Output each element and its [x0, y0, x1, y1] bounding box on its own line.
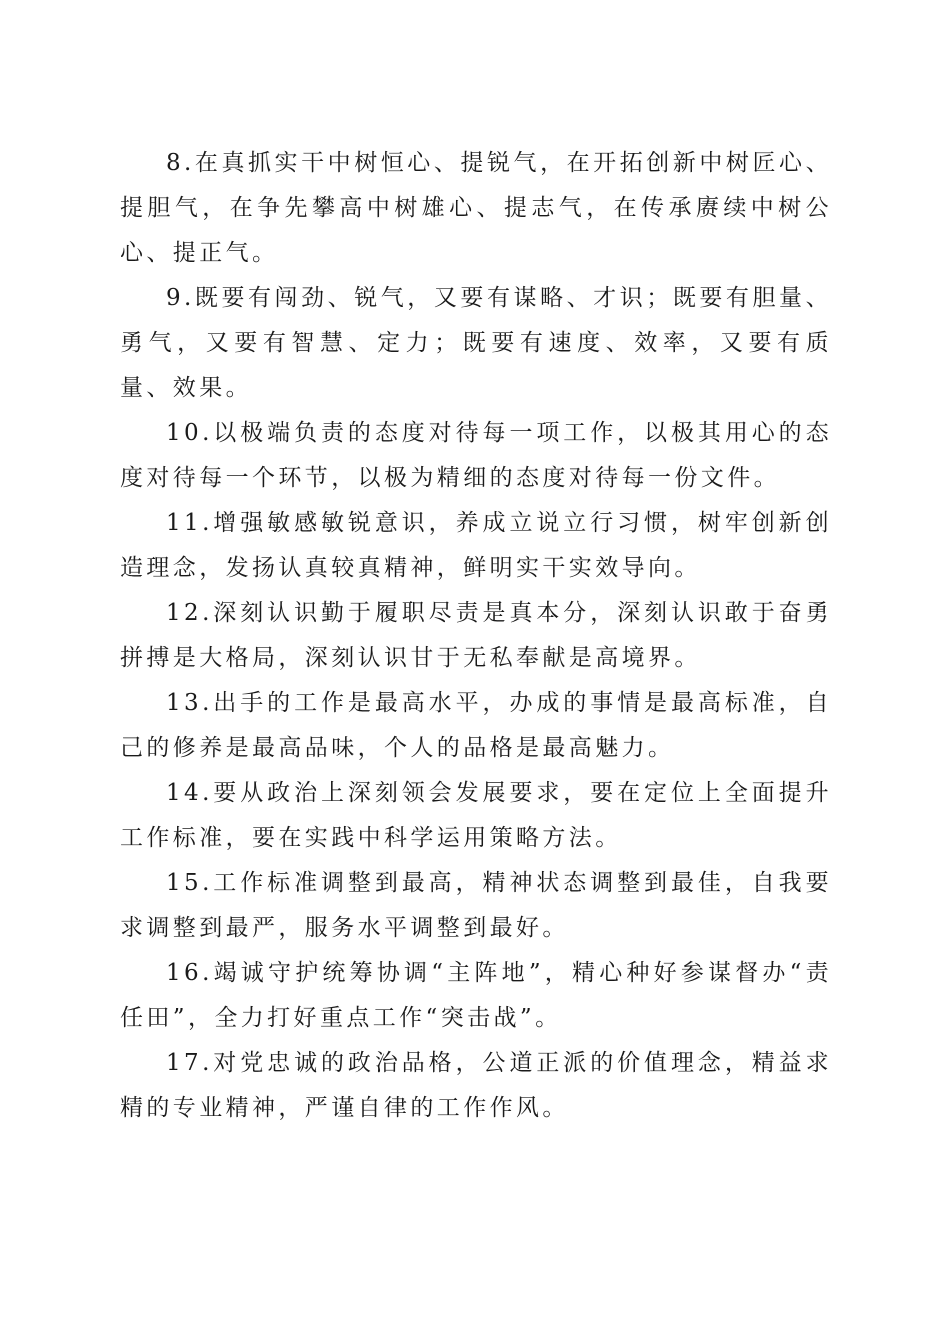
paragraph-16: 16.竭诚守护统筹协调“主阵地”，精心种好参谋督办“责任田”，全力打好重点工作“突击战”。	[120, 960, 832, 1031]
paragraph-12: 12.深刻认识勤于履职尽责是真本分，深刻认识敢于奋勇拼搏是大格局，深刻认识甘于无私奉献是高境界。	[120, 600, 832, 671]
document-body	[120, 141, 832, 1131]
paragraph-15: 15.工作标准调整到最高，精神状态调整到最佳，自我要求调整到最严，服务水平调整到最好。	[120, 870, 832, 941]
paragraph-11: 11.增强敏感敏锐意识，养成立说立行习惯，树牢创新创造理念，发扬认真较真精神，鲜明实干实效导向。	[120, 510, 832, 581]
paragraph-8: 8.在真抓实干中树恒心、提锐气，在开拓创新中树匠心、提胆气，在争先攀高中树雄心、提志气，在传承赓续中树公心、提正气。	[120, 150, 832, 266]
paragraph-10: 10.以极端负责的态度对待每一项工作，以极其用心的态度对待每一个环节，以极为精细的态度对待每一份文件。	[120, 420, 832, 491]
paragraph-17: 17.对党忠诚的政治品格，公道正派的价值理念，精益求精的专业精神，严谨自律的工作作风。	[120, 1050, 832, 1121]
paragraph-13: 13.出手的工作是最高水平，办成的事情是最高标准，自己的修养是最高品味，个人的品格是最高魅力。	[120, 690, 832, 761]
paragraph-14: 14.要从政治上深刻领会发展要求，要在定位上全面提升工作标准，要在实践中科学运用策略方法。	[120, 780, 832, 851]
paragraph-9: 9.既要有闯劲、锐气，又要有谋略、才识；既要有胆量、勇气，又要有智慧、定力；既要有速度、效率，又要有质量、效果。	[120, 285, 832, 401]
